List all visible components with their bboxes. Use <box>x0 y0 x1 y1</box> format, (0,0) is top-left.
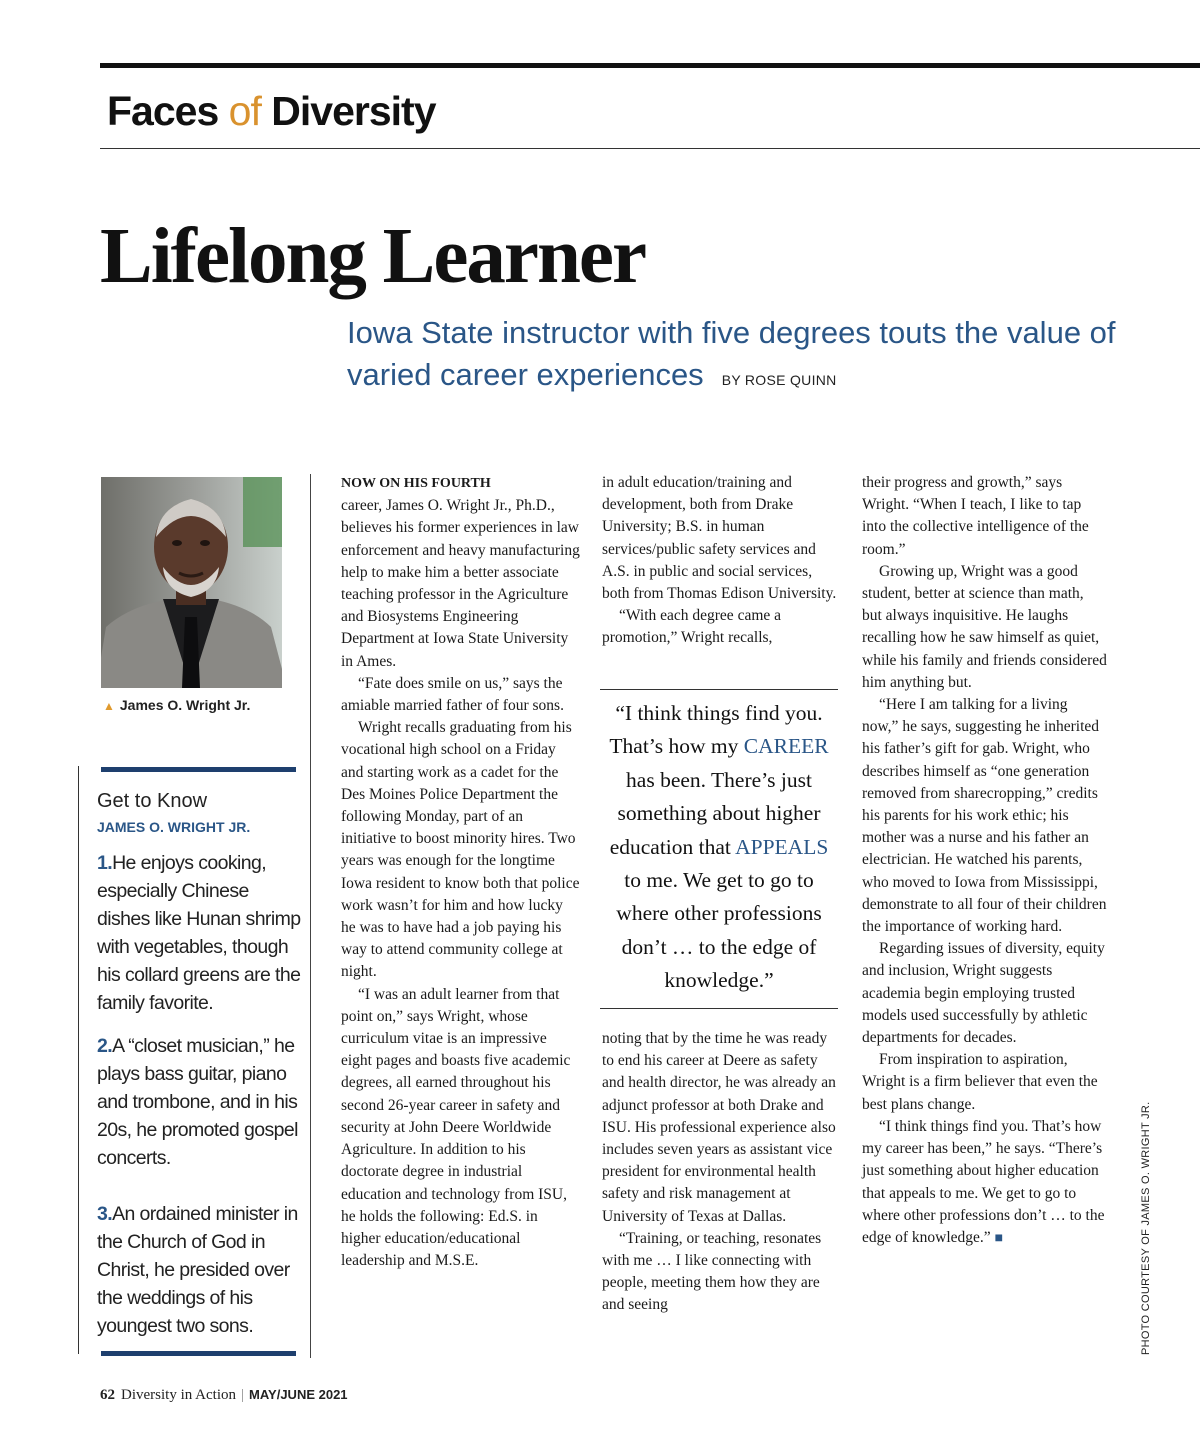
deck <box>347 312 1147 401</box>
sidebar-name: JAMES O. WRIGHT JR. <box>97 819 251 835</box>
body-paragraph: Regarding issues of diversity, equity and inclusion, Wright suggests academia begin employing trusted models used successfully by athletic departments for decades. <box>862 940 1105 1047</box>
body-paragraph: From inspiration to aspiration, Wright is a firm believer that even the best plans change. <box>862 1051 1098 1113</box>
sidebar-item: 3.An ordained minister in the Church of God in Christ, he presided over the weddings of his youngest two sons. <box>97 1203 298 1337</box>
body-column-2-bottom <box>602 1028 842 1317</box>
page-number: 62 <box>100 1387 115 1403</box>
sidebar-item: 2.A “closet musician,” he plays bass guitar, piano and trombone, and in his 20s, he promoted gospel concerts. <box>97 1035 298 1169</box>
byline: BY ROSE QUINN <box>721 372 837 388</box>
body-paragraph: “With each degree came a promotion,” Wright recalls, <box>602 607 782 647</box>
body-paragraph: “Training, or teaching, resonates with me … I like connecting with people, meeting them how they are and seeing <box>602 1229 822 1314</box>
body-paragraph: “I think things find you. That’s how my career has been,” he says. “There’s just something about higher education that appeals to me. We get to go to where other professions don’t … to the edge of knowledge.” ■ <box>862 1117 1105 1246</box>
sidebar-item: 1.He enjoys cooking, especially Chinese dishes like Hunan shrimp with vegetables, though his collard greens are the family favorite. <box>97 852 301 1014</box>
footer-separator: | <box>241 1387 245 1403</box>
body-paragraph: “I was an adult learner from that point on,” says Wright, whose curriculum vitae is an impressive eight pages and boasts five academic degrees, all earned throughout his second 26-year career in safety and security at John Deere Worldwide Agriculture. In addition to his doctorate degree in industrial education and technology from ISU, he holds the following: Ed.S. in higher education/educational leadership and M.S.E. <box>341 985 571 1270</box>
top-rule <box>100 63 1200 68</box>
pullquote-top-rule <box>600 689 838 690</box>
get-to-know-sidebar <box>97 790 303 1351</box>
body-paragraph: noting that by the time he was ready to end his career at Deere as safety and health director, he was already an adjunct professor at both Drake and ISU. His professional experience also includes seven years as assistant vice president for environmental health safety and risk management at University of Texas at Dallas. <box>602 1030 836 1225</box>
body-column-3 <box>862 472 1107 1250</box>
sidebar-heading: Get to Know <box>97 790 208 812</box>
page-footer <box>100 1387 348 1404</box>
pullquote-bottom-rule <box>600 1008 838 1009</box>
sidebar-divider <box>78 766 79 1354</box>
body-paragraph: Growing up, Wright was a good student, better at science than math, but always inquisitive. He laughs recalling how he saw himself as quiet, while his family and friends considered him anything but. <box>862 562 1107 691</box>
column-rule <box>310 474 311 1358</box>
deck-text: Iowa State instructor with five degrees touts the value of varied career experiences <box>347 315 1116 392</box>
body-paragraph: “Here I am talking for a living now,” he says, suggesting he inherited his father’s gift for gab. Wright, who describes himself as “one generation removed from sharecropping,” credits his parents for his work ethic; his mother was a nurse and his father an electrician. He watched his parents, who moved to Iowa from Mississippi, demonstrate to all four of their children the importance of working hard. <box>862 696 1107 936</box>
sidebar-top-bar <box>101 767 296 772</box>
portrait-photo <box>101 477 282 688</box>
body-paragraph: “Fate does smile on us,” says the amiable married father of four sons. <box>341 674 564 715</box>
body-paragraph: in adult education/training and development, both from Drake University; B.S. in human services/public safety services and A.S. in public and social services, both from Thomas Edison University. <box>602 474 837 603</box>
headline: Lifelong Learner <box>100 213 646 300</box>
section-rule <box>100 148 1200 149</box>
end-mark-icon: ■ <box>994 1230 1004 1246</box>
sidebar-bottom-bar <box>101 1351 296 1356</box>
triangle-icon: ▲ <box>103 699 115 713</box>
body-column-2-top <box>602 472 842 650</box>
photo-caption <box>103 697 250 713</box>
lead-in: NOW ON HIS FOURTH <box>341 476 491 491</box>
section-title: Faces of Diversity <box>107 88 436 134</box>
body-paragraph: Wright recalls graduating from his vocational high school on a Friday and starting work as a cadet for the Des Moines Police Department the following Monday, part of an initiative to boost minority hires. Two years was enough for the longtime Iowa resident to know both that police work wasn’t for him and how lucky he was to have had a job paying his way to attend community college at night. <box>341 719 580 981</box>
body-paragraph: NOW ON HIS FOURTH career, James O. Wright Jr., Ph.D., believes his former experiences in law enforcement and heavy manufacturing help to make him a better associate teaching professor in the Agriculture and Biosystems Engineering Department at Iowa State University in Ames. <box>341 476 580 670</box>
publication-name: Diversity in Action <box>121 1387 236 1403</box>
body-column-1 <box>341 472 581 1272</box>
issue-date: MAY/JUNE 2021 <box>249 1387 348 1402</box>
pull-quote: “I think things find you. That’s how my CAREER has been. There’s just something about higher education that APPEALS to me. We get to go to where other professions don’t … to the edge of knowledge.” <box>609 701 829 993</box>
photo-credit: PHOTO COURTESY OF JAMES O. WRIGHT JR. <box>1140 1101 1152 1355</box>
caption-text: James O. Wright Jr. <box>119 697 251 713</box>
body-paragraph: their progress and growth,” says Wright. “When I teach, I like to tap into the collective intelligence of the room.” <box>862 474 1089 558</box>
